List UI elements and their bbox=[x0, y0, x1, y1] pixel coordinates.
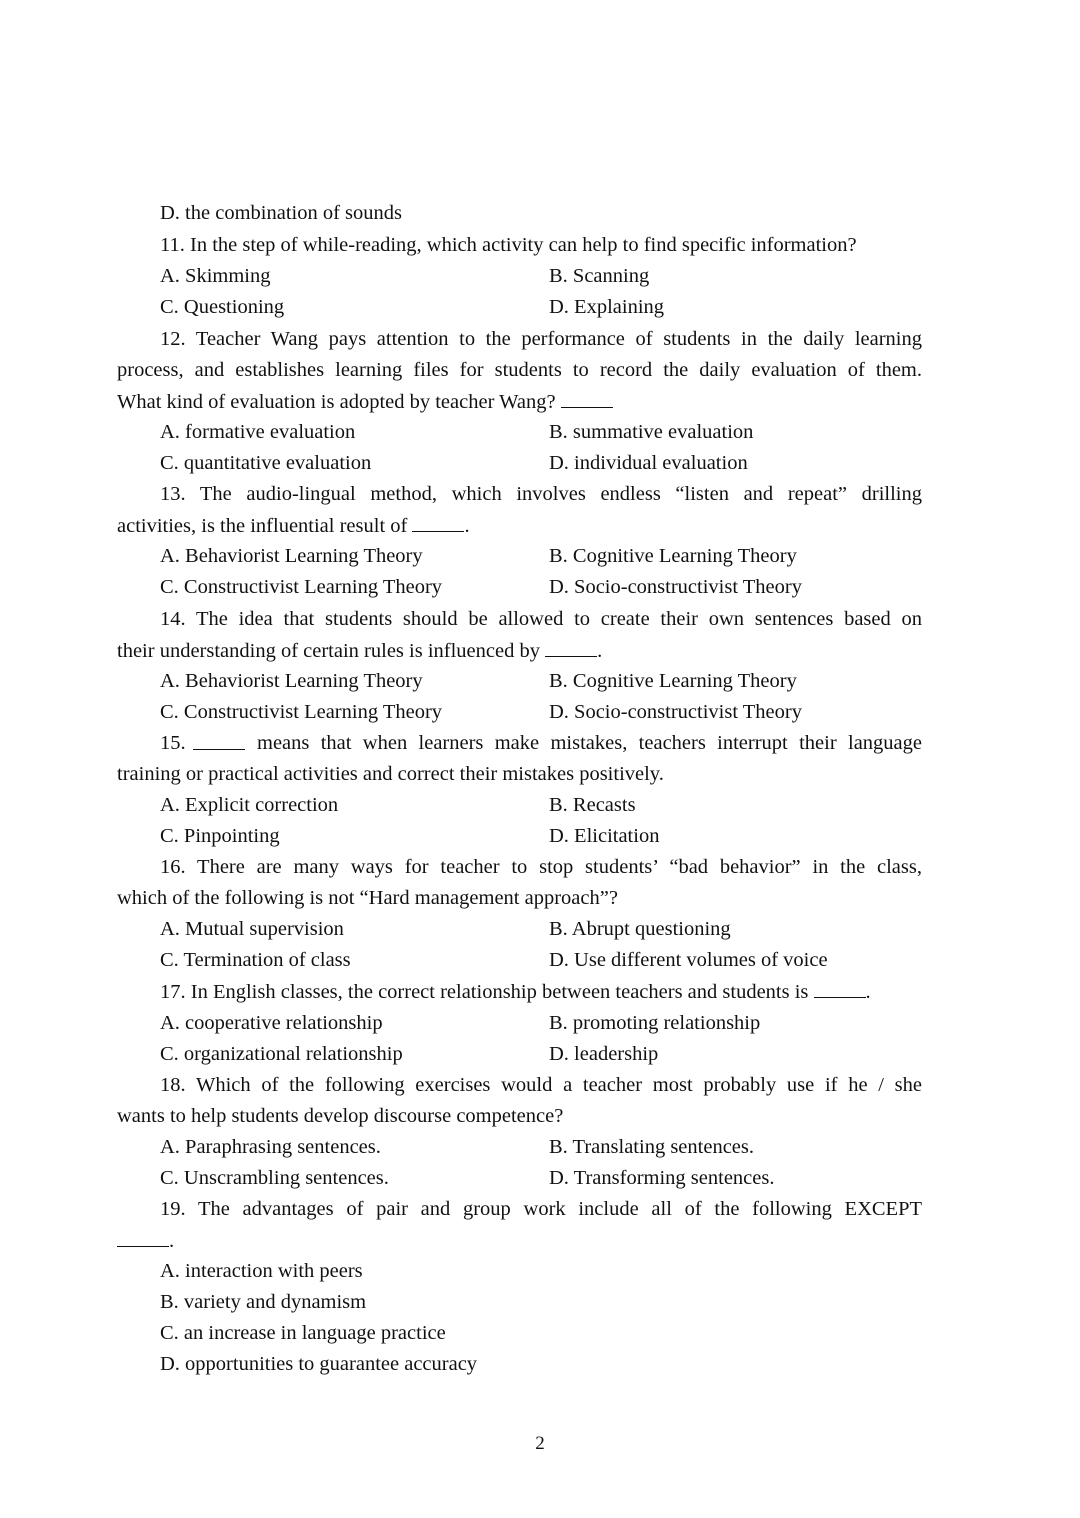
q15-option-a: A. Explicit correction bbox=[160, 794, 339, 816]
q14-stem-end: . bbox=[597, 640, 603, 662]
answer-blank bbox=[814, 981, 866, 998]
answer-blank bbox=[117, 1230, 169, 1247]
answer-blank bbox=[193, 733, 245, 755]
q19-stem-line-2 bbox=[117, 1230, 174, 1252]
q19-stem-end: . bbox=[169, 1230, 175, 1252]
q10-option-d: D. the combination of sounds bbox=[160, 202, 402, 224]
q13-stem-end: . bbox=[464, 515, 470, 537]
q17-option-a: A. cooperative relationship bbox=[160, 1012, 383, 1034]
q12-stem-line-2: process, and establishes learning files for students to record the daily evaluation of them. bbox=[117, 359, 922, 381]
q13-option-a: A. Behaviorist Learning Theory bbox=[160, 545, 423, 567]
q18-option-a: A. Paraphrasing sentences. bbox=[160, 1136, 381, 1158]
q15-stem-line-2: training or practical activities and correct their mistakes positively. bbox=[117, 763, 664, 785]
q13-stem-line-2 bbox=[117, 515, 470, 537]
q17-stem-text: 17. In English classes, the correct relationship between teachers and students is bbox=[160, 981, 809, 1003]
q16-option-a: A. Mutual supervision bbox=[160, 918, 344, 940]
q13-stem-text: activities, is the influential result of bbox=[117, 515, 408, 537]
q15-option-b: B. Recasts bbox=[549, 794, 636, 816]
q19-option-b: B. variety and dynamism bbox=[160, 1291, 367, 1313]
q13-option-c: C. Constructivist Learning Theory bbox=[160, 576, 443, 598]
q12-option-b: B. summative evaluation bbox=[549, 421, 754, 443]
q12-stem-line-1: 12. Teacher Wang pays attention to the performance of students in the daily learning bbox=[160, 328, 922, 350]
q19-option-c: C. an increase in language practice bbox=[160, 1322, 446, 1344]
q12-stem-text: What kind of evaluation is adopted by teacher Wang? bbox=[117, 391, 556, 413]
q13-option-d: D. Socio-constructivist Theory bbox=[549, 576, 802, 598]
q14-option-b: B. Cognitive Learning Theory bbox=[549, 670, 797, 692]
q17-stem-end: . bbox=[865, 981, 871, 1003]
q11-option-a: A. Skimming bbox=[160, 265, 271, 287]
q13-stem-line-1: 13. The audio-lingual method, which involves endless “listen and repeat” drilling bbox=[160, 483, 922, 505]
q15-stem-line-1: means that when learners make mistakes, teachers interrupt their language bbox=[257, 732, 922, 754]
q12-option-c: C. quantitative evaluation bbox=[160, 452, 372, 474]
q14-stem-line-1: 14. The idea that students should be allowed to create their own sentences based on bbox=[160, 608, 922, 630]
q14-stem-text: their understanding of certain rules is influenced by bbox=[117, 640, 540, 662]
q14-option-c: C. Constructivist Learning Theory bbox=[160, 701, 443, 723]
page-number: 2 bbox=[535, 1433, 545, 1454]
q18-stem-line-1: 18. Which of the following exercises would a teacher most probably use if he / she bbox=[160, 1074, 922, 1096]
q14-option-d: D. Socio-constructivist Theory bbox=[549, 701, 802, 723]
q18-option-d: D. Transforming sentences. bbox=[549, 1167, 775, 1189]
q11-stem: 11. In the step of while-reading, which activity can help to find specific information? bbox=[160, 234, 857, 256]
q18-stem-line-2: wants to help students develop discourse competence? bbox=[117, 1105, 564, 1127]
q16-option-d: D. Use different volumes of voice bbox=[549, 949, 828, 971]
q11-option-c: C. Questioning bbox=[160, 296, 285, 318]
q15-option-c: C. Pinpointing bbox=[160, 825, 280, 847]
answer-blank bbox=[412, 515, 464, 532]
q16-stem-line-1: 16. There are many ways for teacher to stop students’ “bad behavior” in the class, bbox=[160, 856, 922, 878]
q11-option-b: B. Scanning bbox=[549, 265, 650, 287]
answer-blank bbox=[545, 640, 597, 657]
q12-option-a: A. formative evaluation bbox=[160, 421, 356, 443]
q11-option-d: D. Explaining bbox=[549, 296, 665, 318]
answer-blank bbox=[561, 391, 613, 408]
q19-stem-line-1: 19. The advantages of pair and group work include all of the following EXCEPT bbox=[160, 1198, 922, 1220]
q17-option-b: B. promoting relationship bbox=[549, 1012, 761, 1034]
q18-option-c: C. Unscrambling sentences. bbox=[160, 1167, 389, 1189]
q19-option-d: D. opportunities to guarantee accuracy bbox=[160, 1353, 478, 1375]
q16-option-c: C. Termination of class bbox=[160, 949, 351, 971]
q15-number: 15. bbox=[160, 732, 186, 754]
q12-stem-line-3 bbox=[117, 391, 613, 413]
q17-option-d: D. leadership bbox=[549, 1043, 659, 1065]
q14-option-a: A. Behaviorist Learning Theory bbox=[160, 670, 423, 692]
q13-option-b: B. Cognitive Learning Theory bbox=[549, 545, 797, 567]
q14-stem-line-2 bbox=[117, 640, 602, 662]
q12-option-d: D. individual evaluation bbox=[549, 452, 748, 474]
q18-option-b: B. Translating sentences. bbox=[549, 1136, 754, 1158]
q16-stem-line-2: which of the following is not “Hard management approach”? bbox=[117, 887, 618, 909]
answer-blank-line bbox=[193, 733, 245, 750]
q15-option-d: D. Elicitation bbox=[549, 825, 660, 847]
q19-option-a: A. interaction with peers bbox=[160, 1260, 363, 1282]
q17-stem bbox=[160, 981, 871, 1003]
q17-option-c: C. organizational relationship bbox=[160, 1043, 403, 1065]
q16-option-b: B. Abrupt questioning bbox=[549, 918, 731, 940]
